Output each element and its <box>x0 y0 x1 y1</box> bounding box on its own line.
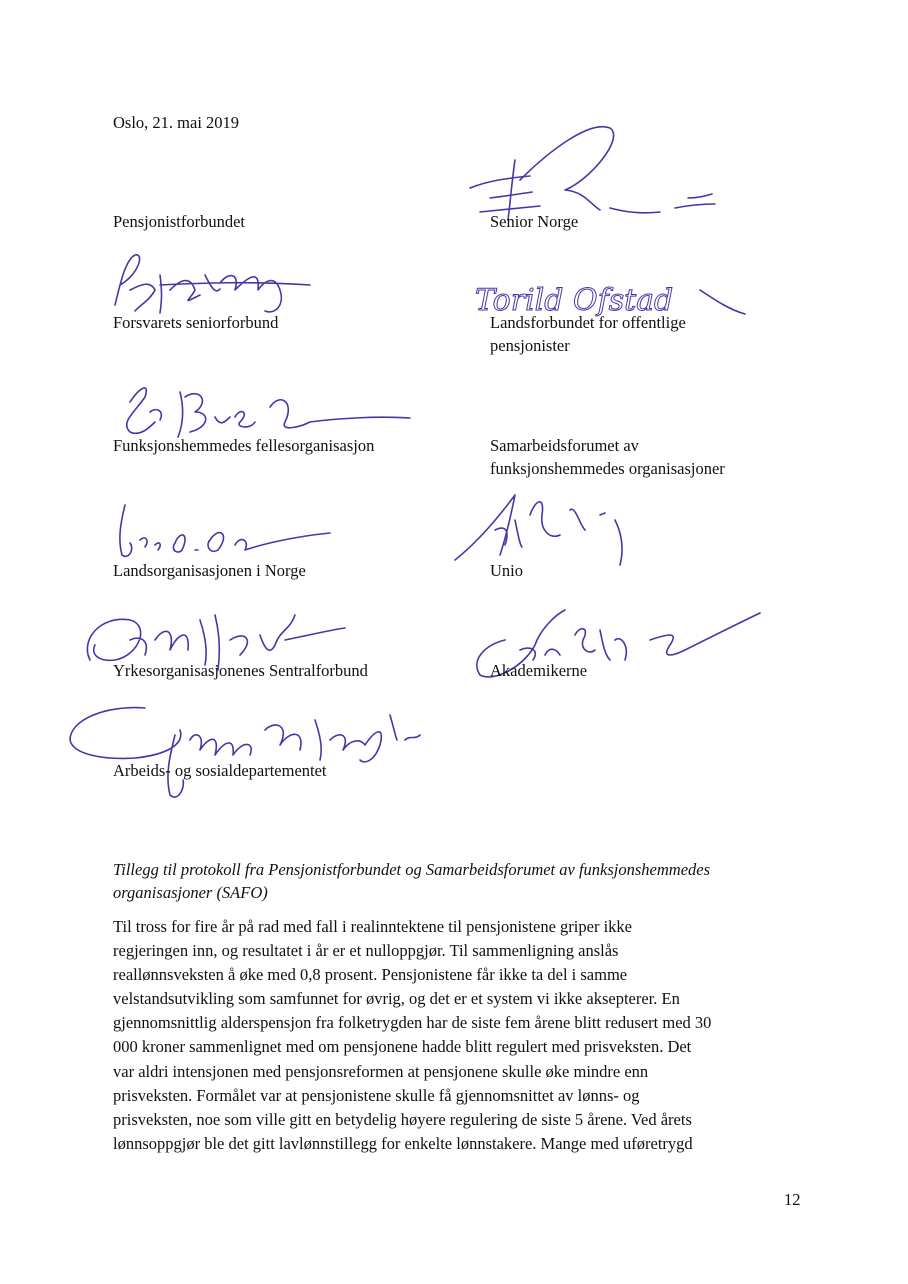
paragraph-line: velstandsutvikling som samfunnet for øvrig, og det er et system vi ikke aksepterer. En <box>113 989 680 1009</box>
org-unio: Unio <box>490 561 523 580</box>
place-date: Oslo, 21. mai 2019 <box>113 113 240 132</box>
paragraph-line: prisveksten. Formålet var at pensjonistene skulle få gjennomsnittet av lønns- og <box>113 1085 640 1105</box>
org-safo <box>490 434 725 480</box>
org-lo: Landsorganisasjonen i Norge <box>113 561 306 580</box>
org-landsforbundet-line1: Landsforbundet for offentlige <box>490 313 686 332</box>
org-ffo: Funksjonshemmedes fellesorganisasjon <box>113 436 375 455</box>
org-akademikerne: Akademikerne <box>490 661 588 680</box>
org-pensjonistforbundet: Pensjonistforbundet <box>113 212 245 231</box>
addendum-heading-line: Tillegg til protokoll fra Pensjonistforbundet og Samarbeidsforumet av funksjonshemmedes <box>113 860 711 879</box>
org-landsforbundet <box>490 311 686 357</box>
paragraph-line: gjennomsnittlig alderspensjon fra folketrygden har de siste fem årene blitt redusert med 30 <box>113 1013 712 1033</box>
org-forsvarets-seniorforbund: Forsvarets seniorforbund <box>113 313 279 332</box>
org-safo-line2: funksjonshemmedes organisasjoner <box>490 459 725 478</box>
addendum-heading-line: organisasjoner (SAFO) <box>113 883 268 902</box>
paragraph-line: 000 kroner sammenlignet med om pensjonene hadde blitt regulert med prisveksten. Det <box>113 1037 692 1057</box>
svg-text:Torild Ofstad: Torild Ofstad <box>475 283 674 318</box>
signature-unio <box>450 485 640 575</box>
org-safo-line1: Samarbeidsforumet av <box>490 436 639 455</box>
addendum-paragraph <box>113 915 813 1156</box>
org-ys: Yrkesorganisasjonenes Sentralforbund <box>113 661 368 680</box>
org-landsforbundet-line2: pensjonister <box>490 336 570 355</box>
paragraph-line: prisveksten, noe som ville gitt en betydelig høyere regulering de siste 5 årene. Ved årets <box>113 1109 692 1129</box>
org-asd: Arbeids- og sosialdepartementet <box>113 761 327 780</box>
paragraph-line: regjeringen inn, og resultatet i år er et nulloppgjør. Til sammenligning anslås <box>113 941 619 961</box>
addendum-heading <box>113 858 813 904</box>
paragraph-line: lønnsoppgjør ble det gitt lavlønnstillegg for enkelte lønnstakere. Mange med uføretrygd <box>113 1133 693 1153</box>
page-number: 12 <box>784 1190 801 1209</box>
signature-asd <box>65 700 425 805</box>
org-senior-norge: Senior Norge <box>490 212 579 231</box>
paragraph-line: Til tross for fire år på rad med fall i realinntektene til pensjonistene griper ikke <box>113 917 632 936</box>
paragraph-line: reallønnsveksten å øke med 0,8 prosent. Pensjonistene får ikke ta del i samme <box>113 965 628 985</box>
paragraph-line: var aldri intensjonen med pensjonsreformen at pensjonene skulle øke mindre enn <box>113 1061 649 1081</box>
signature-lo <box>110 495 340 565</box>
